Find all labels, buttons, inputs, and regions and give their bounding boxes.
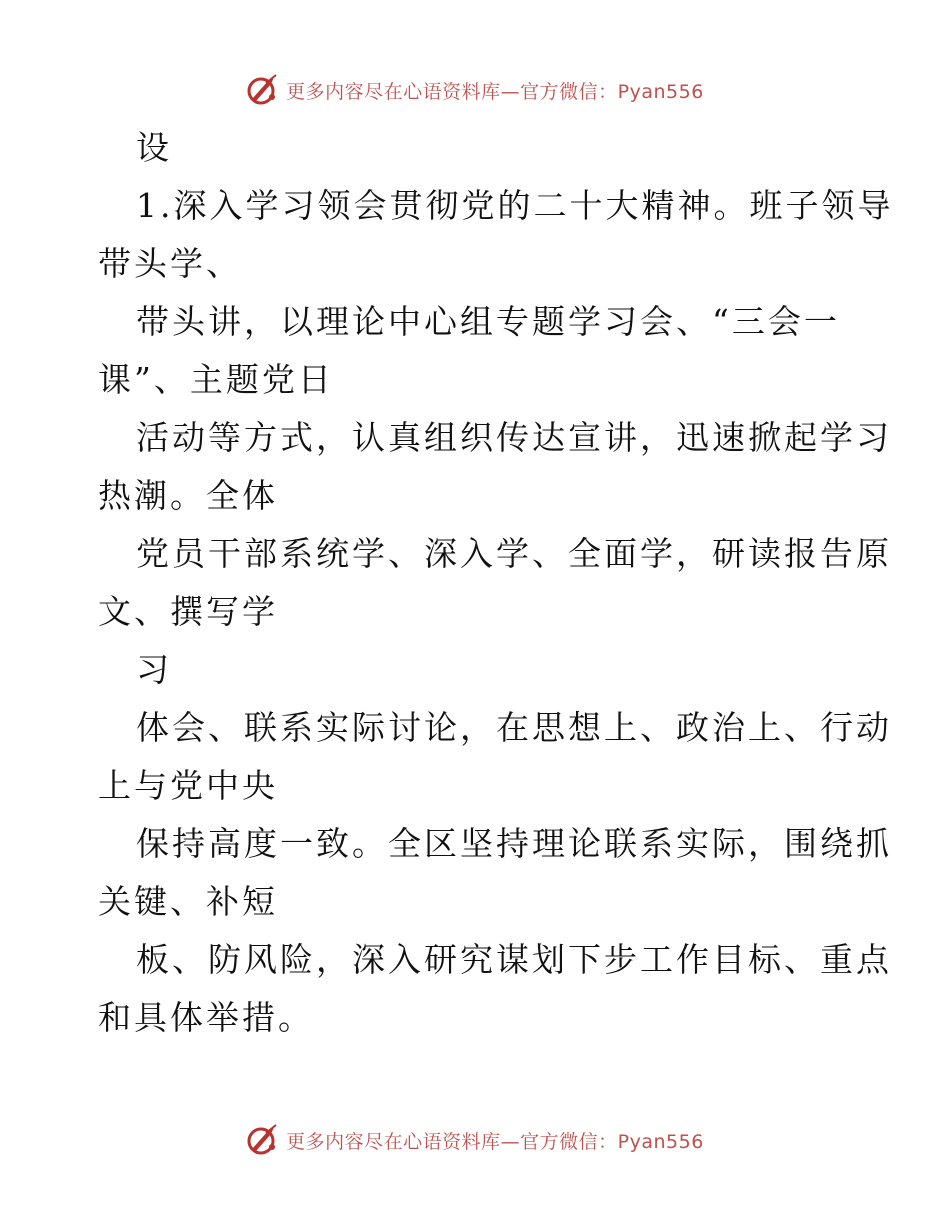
body-line: 党员干部系统学、深入学、全面学，研读报告原 bbox=[136, 534, 892, 573]
body-line: 带头讲，以理论中心组专题学习会、“三会一 bbox=[136, 302, 840, 341]
body-line: 板、防风险，深入研究谋划下步工作目标、重点 bbox=[136, 940, 892, 979]
body-line: 上与党中央 bbox=[98, 766, 278, 805]
body-line: 带头学、 bbox=[98, 244, 242, 283]
body-line: 关键、补短 bbox=[98, 882, 278, 921]
body-line: 1.深入学习领会贯彻党的二十大精神。班子领导 bbox=[136, 186, 894, 225]
body-line: 文、撰写学 bbox=[98, 592, 278, 631]
body-line: 保持高度一致。全区坚持理论联系实际，围绕抓 bbox=[136, 824, 892, 863]
body-line: 和具体举措。 bbox=[98, 998, 314, 1037]
body-line: 课”、主题党日 bbox=[98, 360, 334, 399]
header-banner-inner bbox=[246, 73, 704, 107]
quill-logo-icon bbox=[246, 1123, 280, 1157]
body-line: 热潮。全体 bbox=[98, 476, 278, 515]
footer-banner bbox=[0, 1120, 950, 1160]
body-line: 设 bbox=[136, 128, 172, 167]
footer-banner-inner bbox=[246, 1123, 704, 1157]
header-banner bbox=[0, 70, 950, 110]
quill-logo-icon bbox=[246, 73, 280, 107]
body-line: 活动等方式，认真组织传达宣讲，迅速掀起学习 bbox=[136, 418, 892, 457]
header-banner-text: 更多内容尽在心语资料库—官方微信：Pyan556 bbox=[286, 80, 704, 103]
footer-banner-text: 更多内容尽在心语资料库—官方微信：Pyan556 bbox=[286, 1130, 704, 1153]
body-line: 习 bbox=[136, 650, 172, 689]
body-line: 体会、联系实际讨论，在思想上、政治上、行动 bbox=[136, 708, 892, 747]
